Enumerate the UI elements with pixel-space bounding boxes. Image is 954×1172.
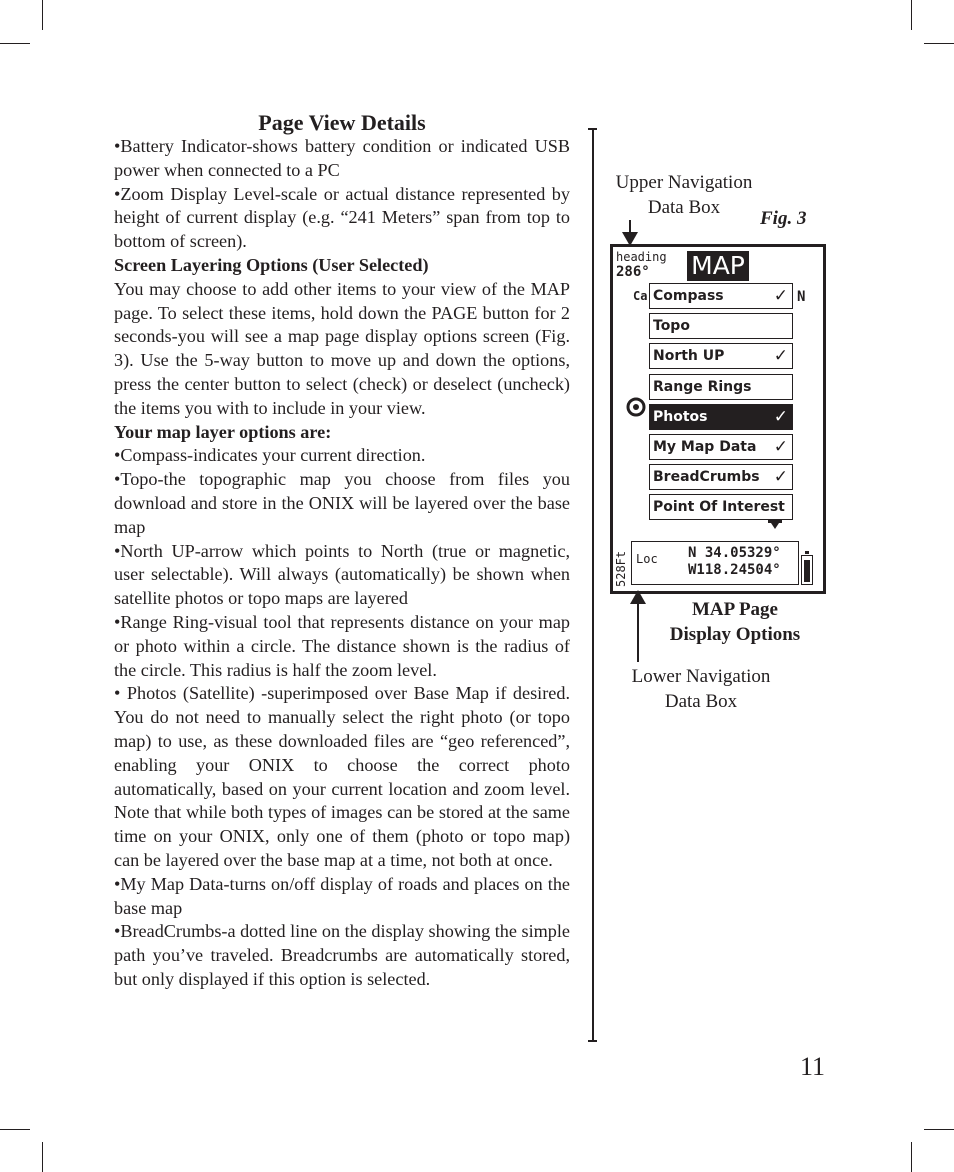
crop-mark <box>0 1129 30 1130</box>
divider-tick <box>588 1040 597 1042</box>
menu-item-label: North UP <box>653 348 725 365</box>
body-paragraph: •Topo-the topographic map you choose from files you download and store in the ONIX will be layered over the base map <box>114 469 570 537</box>
menu-item[interactable] <box>649 404 793 430</box>
figure-label: Fig. 3 <box>760 208 807 229</box>
lower-nav-caption <box>614 664 788 714</box>
body-paragraph: •Compass-indicates your current direction. <box>114 445 426 466</box>
checkmark-icon: ✓ <box>773 406 788 427</box>
crop-mark <box>911 0 912 30</box>
body-paragraph: •Zoom Display Level-scale or actual distance represented by height of current display (e.g. “241 Meters” span from top to bottom of screen). <box>114 183 570 252</box>
menu-item[interactable] <box>649 434 793 460</box>
map-marker-icon <box>625 397 647 417</box>
crop-mark <box>911 1142 912 1172</box>
crop-mark <box>42 1142 43 1172</box>
figure-title-line2: Display Options <box>669 624 801 645</box>
heading-label: heading <box>616 250 667 264</box>
checkmark-icon: ✓ <box>773 436 788 457</box>
checkmark-icon: ✓ <box>773 286 788 306</box>
map-tab: MAP <box>687 251 749 281</box>
crop-mark <box>42 0 43 30</box>
crop-mark <box>0 43 30 44</box>
divider-tick <box>588 128 597 130</box>
body-paragraph: •Battery Indicator-shows battery condition or indicated USB power when connected to a PC <box>114 136 570 180</box>
crop-mark <box>924 43 954 44</box>
battery-icon <box>801 555 813 585</box>
menu-item[interactable] <box>649 283 793 309</box>
menu-item[interactable] <box>649 374 793 400</box>
upper-nav-caption-line1: Upper Navigation <box>615 172 753 193</box>
crop-mark <box>924 1129 954 1130</box>
column-divider <box>592 128 594 1042</box>
lower-callout-line <box>637 600 639 662</box>
checkmark-icon: ✓ <box>773 346 788 367</box>
upper-nav-caption <box>600 170 768 220</box>
section-heading: Your map layer options are: <box>114 421 332 442</box>
longitude: W118.24504° <box>688 562 781 578</box>
body-paragraph: •BreadCrumbs-a dotted line on the display showing the simple path you’ve traveled. Breadcrumbs are automatically stored, but only displayed if this option is selected. <box>114 921 570 989</box>
latitude: N 34.05329° <box>688 545 781 561</box>
lower-callout-arrowhead <box>630 590 646 604</box>
checkmark-icon: ✓ <box>773 467 788 488</box>
loc-label: Loc <box>636 552 658 566</box>
page-number: 11 <box>800 1052 826 1081</box>
zoom-scale: 528Ft <box>614 550 628 587</box>
body-paragraph: • Photos (Satellite) -superimposed over Base Map if desired. You do not need to manually select the right photo (or topo map) to use, as these downloaded files are “geo referenced”, enabling your ONIX to choose the correct photo automatically, based on your current location and zoom level. Note that while both types of images can be stored at the same time on your ONIX, only one of them (photo or topo map) can be layered over the base map at a time, not both at once. <box>114 683 570 870</box>
text-column <box>114 135 570 992</box>
menu-item-label: Topo <box>653 318 690 335</box>
partial-label: Ca <box>633 289 648 303</box>
lower-nav-data-box <box>631 541 799 585</box>
lower-nav-caption-line1: Lower Navigation <box>631 666 771 687</box>
body-paragraph: •Range Ring-visual tool that represents distance on your map or photo within a circle. The distance shown is the radius of the circle. This radius is half the zoom level. <box>114 611 570 680</box>
display-options-menu[interactable] <box>649 283 793 525</box>
device-screen <box>610 244 826 594</box>
body-paragraph: •My Map Data-turns on/off display of roads and places on the base map <box>114 873 570 918</box>
menu-item-label: Range Rings <box>653 378 752 395</box>
page-title: Page View Details <box>258 110 426 135</box>
figure-title <box>640 597 830 647</box>
menu-item-label: Point Of Interest <box>653 499 785 516</box>
menu-item[interactable] <box>649 313 793 339</box>
menu-item[interactable] <box>649 494 793 520</box>
upper-nav-caption-line2: Data Box <box>647 197 721 218</box>
lower-nav-caption-line2: Data Box <box>664 691 738 712</box>
section-heading: Screen Layering Options (User Selected) <box>114 254 429 275</box>
body-paragraph: You may choose to add other items to your view of the MAP page. To select these items, hold down the PAGE button for 2 seconds-you will see a map page display options screen (Fig. 3). Use the 5-way button to move up and down the options, press the center button to select (check) or deselect (uncheck) the items you with to include in your view. <box>114 278 570 418</box>
menu-item-label: Compass <box>653 288 724 304</box>
menu-item[interactable] <box>649 464 793 490</box>
menu-item-label: BreadCrumbs <box>653 469 760 486</box>
north-up-icon: N <box>797 289 806 305</box>
menu-item[interactable] <box>649 343 793 369</box>
heading-value: 286° <box>616 264 650 280</box>
body-paragraph: •North UP-arrow which points to North (true or magnetic, user selectable). Will always (automatically) be shown when satellite photos or topo maps are layered <box>114 540 570 609</box>
menu-item-label: Photos <box>653 408 708 425</box>
menu-item-label: My Map Data <box>653 438 757 455</box>
figure-title-line1: MAP Page <box>691 599 778 620</box>
